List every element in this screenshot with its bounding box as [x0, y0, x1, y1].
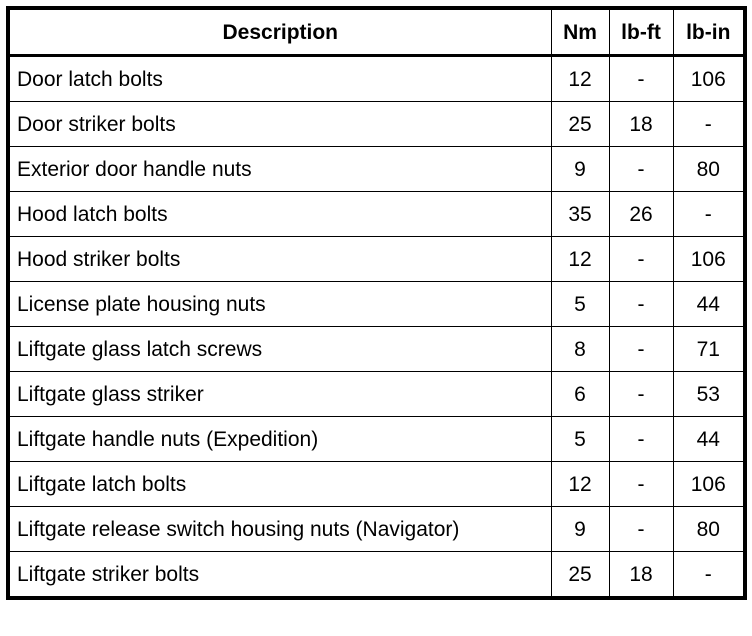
cell-lbft: - [609, 56, 673, 102]
cell-description: Liftgate latch bolts [8, 462, 551, 507]
cell-nm: 5 [551, 417, 609, 462]
cell-nm: 6 [551, 372, 609, 417]
cell-lbft: 18 [609, 552, 673, 599]
cell-nm: 35 [551, 192, 609, 237]
cell-description: Liftgate handle nuts (Expedition) [8, 417, 551, 462]
cell-lbft: - [609, 237, 673, 282]
cell-nm: 9 [551, 507, 609, 552]
cell-lbin: 106 [673, 56, 745, 102]
cell-lbin: 44 [673, 282, 745, 327]
header-lbin: lb-in [673, 8, 745, 56]
cell-lbft: - [609, 327, 673, 372]
cell-nm: 25 [551, 102, 609, 147]
cell-lbin: 106 [673, 237, 745, 282]
cell-nm: 12 [551, 237, 609, 282]
cell-nm: 5 [551, 282, 609, 327]
cell-nm: 25 [551, 552, 609, 599]
cell-lbin: - [673, 192, 745, 237]
cell-lbin: - [673, 102, 745, 147]
cell-description: License plate housing nuts [8, 282, 551, 327]
torque-spec-table [6, 6, 747, 600]
cell-description: Hood striker bolts [8, 237, 551, 282]
cell-lbin: 71 [673, 327, 745, 372]
cell-description: Liftgate glass latch screws [8, 327, 551, 372]
table-row [8, 507, 745, 552]
cell-description: Door latch bolts [8, 56, 551, 102]
table-row [8, 327, 745, 372]
header-lbft: lb-ft [609, 8, 673, 56]
cell-nm: 9 [551, 147, 609, 192]
cell-lbft: - [609, 147, 673, 192]
table-row [8, 102, 745, 147]
header-row [8, 8, 745, 56]
cell-description: Exterior door handle nuts [8, 147, 551, 192]
cell-lbin: - [673, 552, 745, 599]
header-description: Description [8, 8, 551, 56]
table-row [8, 552, 745, 599]
header-nm: Nm [551, 8, 609, 56]
cell-lbin: 80 [673, 507, 745, 552]
cell-lbft: - [609, 462, 673, 507]
table-body [8, 56, 745, 599]
table-row [8, 372, 745, 417]
cell-description: Liftgate striker bolts [8, 552, 551, 599]
cell-lbft: - [609, 507, 673, 552]
cell-lbft: - [609, 417, 673, 462]
cell-description: Hood latch bolts [8, 192, 551, 237]
cell-description: Door striker bolts [8, 102, 551, 147]
cell-lbin: 53 [673, 372, 745, 417]
cell-nm: 12 [551, 462, 609, 507]
cell-nm: 8 [551, 327, 609, 372]
table-row [8, 192, 745, 237]
cell-lbin: 80 [673, 147, 745, 192]
cell-lbft: - [609, 372, 673, 417]
cell-lbin: 106 [673, 462, 745, 507]
table-row [8, 237, 745, 282]
table-row [8, 147, 745, 192]
table-row [8, 462, 745, 507]
cell-lbft: 18 [609, 102, 673, 147]
cell-lbft: - [609, 282, 673, 327]
cell-nm: 12 [551, 56, 609, 102]
table-row [8, 417, 745, 462]
cell-description: Liftgate release switch housing nuts (Navigator) [8, 507, 551, 552]
table-row [8, 282, 745, 327]
cell-description: Liftgate glass striker [8, 372, 551, 417]
cell-lbin: 44 [673, 417, 745, 462]
cell-lbft: 26 [609, 192, 673, 237]
table-row [8, 56, 745, 102]
